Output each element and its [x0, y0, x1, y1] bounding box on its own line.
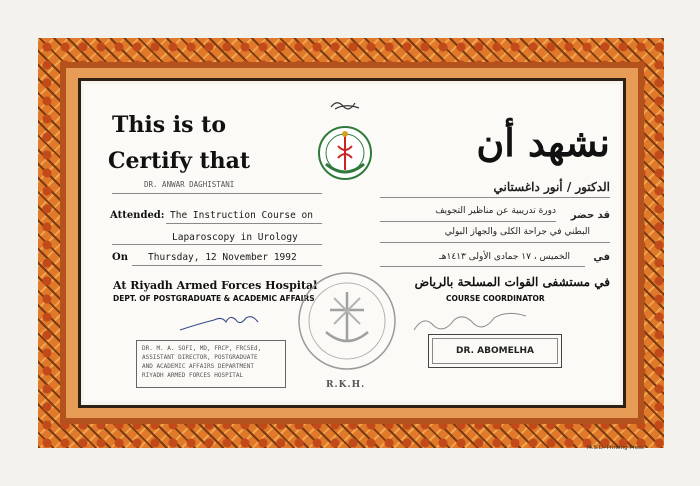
stamp-line: AND ACADEMIC AFFAIRS DEPARTMENT	[142, 363, 254, 370]
course-line2: Laparoscopy in Urology	[172, 232, 298, 243]
arabic-course-underline2	[380, 241, 610, 243]
arabic-heading: نشهد أن	[476, 120, 610, 165]
hospital-seal-icon	[296, 270, 398, 372]
course-underline1	[166, 222, 322, 224]
department-label: DEPT. OF POSTGRADUATE & ACADEMIC AFFAIRS	[113, 294, 315, 303]
recipient-name-ar: الدكتور / أنور داغستاني	[493, 180, 610, 194]
hospital-name-en: At Riyadh Armed Forces Hospital	[113, 279, 318, 292]
course-line1: The Instruction Course on	[170, 210, 313, 221]
arabic-course-underline1	[380, 220, 556, 222]
signature-left-icon	[178, 310, 264, 334]
arabic-attended-label: قد حضر	[570, 210, 610, 221]
signature-right-icon	[410, 306, 530, 336]
certificate-heading-line1: This is to	[112, 112, 227, 138]
name-underline	[112, 192, 322, 194]
course-date-en: Thursday, 12 November 1992	[148, 252, 297, 263]
on-label: On	[112, 252, 128, 263]
attended-label: Attended:	[110, 210, 165, 221]
certificate-heading-line2: Certify that	[108, 148, 251, 174]
course-underline2	[112, 243, 322, 245]
arabic-course-date: الخميس ، ١٧ جمادى الأولى ١٤١٣هـ	[439, 252, 570, 262]
coordinator-box-inner-frame	[432, 338, 558, 364]
arabic-course-line1: دورة تدريبية عن مناظير التجويف	[435, 206, 556, 216]
hospital-name-ar: في مستشفى القوات المسلحة بالرياض	[414, 275, 610, 289]
medical-services-emblem-icon	[316, 124, 374, 182]
stamp-line: DR. M. A. SOFI, MD, FRCP, FRCSEd,	[142, 345, 262, 352]
arabic-date-underline	[380, 265, 585, 267]
coordinator-name-box	[428, 334, 562, 368]
recipient-name-en: DR. ANWAR DAGHISTANI	[144, 180, 235, 189]
printer-credit: M.S.D. Printing Press	[587, 445, 644, 451]
seal-initials: R.K.H.	[326, 380, 366, 390]
basmala-calligraphy-icon	[329, 97, 361, 111]
date-underline	[132, 264, 322, 266]
assistant-director-stamp	[136, 340, 286, 388]
arabic-name-underline	[380, 196, 610, 198]
stamp-line: ASSISTANT DIRECTOR, POSTGRADUATE	[142, 354, 258, 361]
arabic-on-label: في	[593, 252, 610, 263]
coordinator-name: DR. ABOMELHA	[456, 346, 534, 356]
arabic-course-line2: البطني في جراحة الكلى والجهاز البولي	[444, 227, 590, 237]
course-coordinator-label: COURSE COORDINATOR	[446, 294, 545, 303]
stamp-line: RIYADH ARMED FORCES HOSPITAL	[142, 372, 244, 379]
